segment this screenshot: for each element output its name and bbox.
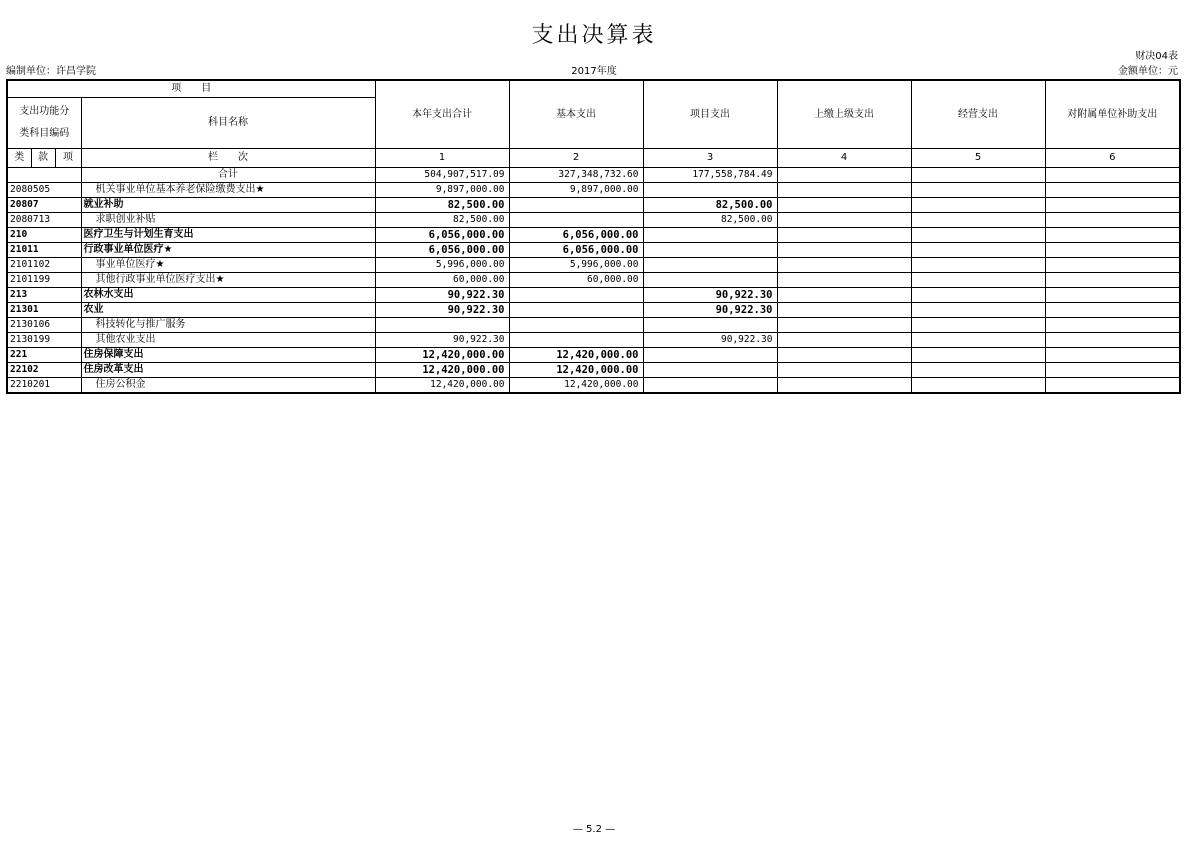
header-col-basic: 基本支出: [509, 80, 643, 149]
row-value: [1045, 303, 1180, 318]
row-value: [1045, 198, 1180, 213]
row-value: 12,420,000.00: [509, 348, 643, 363]
row-value: [777, 243, 911, 258]
row-value: [643, 378, 777, 394]
row-value: 12,420,000.00: [509, 363, 643, 378]
row-value: [1045, 333, 1180, 348]
row-name: 住房改革支出: [81, 363, 375, 378]
row-value: 90,922.30: [643, 288, 777, 303]
total-value: [777, 168, 911, 183]
row-value: [509, 198, 643, 213]
header-lanci: 栏 次: [81, 149, 375, 168]
row-value: 60,000.00: [509, 273, 643, 288]
row-value: [509, 333, 643, 348]
row-code: 2130199: [7, 333, 81, 348]
report-year: 2017年度: [571, 66, 617, 77]
row-value: [1045, 378, 1180, 394]
row-value: [1045, 348, 1180, 363]
row-value: [1045, 273, 1180, 288]
row-value: 90,922.30: [375, 303, 509, 318]
row-value: [911, 198, 1045, 213]
row-value: 9,897,000.00: [509, 183, 643, 198]
row-name: 住房公积金: [81, 378, 375, 394]
row-value: 5,996,000.00: [509, 258, 643, 273]
row-value: [911, 348, 1045, 363]
row-value: [911, 333, 1045, 348]
header-col-remit: 上缴上级支出: [777, 80, 911, 149]
compiling-unit: 编制单位：许昌学院: [6, 66, 96, 77]
table-row: [7, 363, 1180, 378]
table-row: [7, 303, 1180, 318]
total-value: 504,907,517.09: [375, 168, 509, 183]
row-value: 82,500.00: [375, 213, 509, 228]
table-row: [7, 228, 1180, 243]
total-value: 177,558,784.49: [643, 168, 777, 183]
row-value: [911, 318, 1045, 333]
total-row: [7, 168, 1180, 183]
row-value: 6,056,000.00: [509, 243, 643, 258]
header-col-operation: 经营支出: [911, 80, 1045, 149]
row-value: [643, 363, 777, 378]
form-code: 财决04表: [1135, 51, 1178, 62]
row-value: 82,500.00: [643, 198, 777, 213]
row-code: 2101102: [7, 258, 81, 273]
row-value: [643, 243, 777, 258]
row-value: [911, 303, 1045, 318]
row-value: [1045, 363, 1180, 378]
row-value: [911, 243, 1045, 258]
row-value: 82,500.00: [643, 213, 777, 228]
row-value: 90,922.30: [643, 333, 777, 348]
row-value: [777, 333, 911, 348]
expenditure-table: [6, 79, 1181, 394]
row-value: 12,420,000.00: [375, 348, 509, 363]
row-value: [777, 258, 911, 273]
row-value: [1045, 288, 1180, 303]
row-value: [509, 318, 643, 333]
row-value: [643, 258, 777, 273]
row-value: [777, 348, 911, 363]
table-row: [7, 318, 1180, 333]
col-number: 2: [509, 149, 643, 168]
header-col-total: 本年支出合计: [375, 80, 509, 149]
row-value: [911, 228, 1045, 243]
row-value: [911, 213, 1045, 228]
row-name: 就业补助: [81, 198, 375, 213]
table-row: [7, 348, 1180, 363]
row-value: 12,420,000.00: [509, 378, 643, 394]
row-value: [777, 363, 911, 378]
row-value: [1045, 183, 1180, 198]
row-name: 农业: [81, 303, 375, 318]
row-value: 90,922.30: [375, 333, 509, 348]
row-code: 21011: [7, 243, 81, 258]
row-name: 医疗卫生与计划生育支出: [81, 228, 375, 243]
currency-unit: 金额单位：元: [1118, 66, 1178, 77]
row-value: [509, 213, 643, 228]
header-subject-name: 科目名称: [81, 98, 375, 149]
row-value: [643, 273, 777, 288]
row-code: 221: [7, 348, 81, 363]
row-code: 2080505: [7, 183, 81, 198]
header-xiang: 项: [55, 149, 81, 168]
row-value: [643, 318, 777, 333]
total-value: [911, 168, 1045, 183]
row-value: [911, 273, 1045, 288]
row-value: [1045, 243, 1180, 258]
row-value: [777, 318, 911, 333]
table-row: [7, 288, 1180, 303]
header-kuan: 款: [31, 149, 55, 168]
row-name: 其他农业支出: [81, 333, 375, 348]
total-value: [1045, 168, 1180, 183]
row-value: 5,996,000.00: [375, 258, 509, 273]
row-value: 6,056,000.00: [509, 228, 643, 243]
row-code: 2080713: [7, 213, 81, 228]
page-number: — 5.2 —: [572, 824, 616, 835]
row-value: 90,922.30: [375, 288, 509, 303]
row-value: 90,922.30: [643, 303, 777, 318]
row-name: 事业单位医疗★: [81, 258, 375, 273]
row-name: 科技转化与推广服务: [81, 318, 375, 333]
col-number: 6: [1045, 149, 1180, 168]
col-number: 4: [777, 149, 911, 168]
row-code: 213: [7, 288, 81, 303]
total-label: 合计: [81, 168, 375, 183]
table-row: [7, 333, 1180, 348]
table-row: [7, 183, 1180, 198]
row-code: 20807: [7, 198, 81, 213]
row-code: 210: [7, 228, 81, 243]
table-row: [7, 378, 1180, 394]
row-value: 9,897,000.00: [375, 183, 509, 198]
row-value: [1045, 228, 1180, 243]
row-code: 2101199: [7, 273, 81, 288]
col-number: 1: [375, 149, 509, 168]
total-value: 327,348,732.60: [509, 168, 643, 183]
header-category-code: 支出功能分 类科目编码: [7, 98, 81, 149]
col-number: 5: [911, 149, 1045, 168]
row-name: 行政事业单位医疗★: [81, 243, 375, 258]
row-value: [777, 228, 911, 243]
row-value: [777, 303, 911, 318]
header-xiangmu: 项 目: [7, 80, 375, 98]
row-value: [777, 213, 911, 228]
row-value: [643, 183, 777, 198]
table-row: [7, 213, 1180, 228]
table-row: [7, 243, 1180, 258]
row-value: [643, 348, 777, 363]
row-name: 其他行政事业单位医疗支出★: [81, 273, 375, 288]
row-value: [509, 303, 643, 318]
row-value: [777, 378, 911, 394]
row-value: 60,000.00: [375, 273, 509, 288]
page-title: 支出决算表: [531, 23, 657, 48]
row-value: [911, 183, 1045, 198]
row-name: 住房保障支出: [81, 348, 375, 363]
row-value: 12,420,000.00: [375, 363, 509, 378]
row-value: [1045, 213, 1180, 228]
row-value: [777, 273, 911, 288]
row-code: 2130106: [7, 318, 81, 333]
row-code: 22102: [7, 363, 81, 378]
row-value: [911, 363, 1045, 378]
row-code: 21301: [7, 303, 81, 318]
row-name: 机关事业单位基本养老保险缴费支出★: [81, 183, 375, 198]
row-value: 12,420,000.00: [375, 378, 509, 394]
row-value: [1045, 318, 1180, 333]
row-value: [777, 183, 911, 198]
row-value: [375, 318, 509, 333]
row-value: 6,056,000.00: [375, 228, 509, 243]
row-value: [911, 288, 1045, 303]
row-value: 82,500.00: [375, 198, 509, 213]
row-code: 2210201: [7, 378, 81, 394]
header-col-subsidy: 对附属单位补助支出: [1045, 80, 1180, 149]
row-name: 农林水支出: [81, 288, 375, 303]
table-row: [7, 198, 1180, 213]
table-row: [7, 273, 1180, 288]
table-row: [7, 258, 1180, 273]
row-name: 求职创业补贴: [81, 213, 375, 228]
row-value: [911, 258, 1045, 273]
row-value: [777, 288, 911, 303]
header-lei: 类: [7, 149, 31, 168]
row-value: [643, 228, 777, 243]
row-value: 6,056,000.00: [375, 243, 509, 258]
row-value: [509, 288, 643, 303]
row-value: [777, 198, 911, 213]
row-value: [911, 378, 1045, 394]
header-col-project: 项目支出: [643, 80, 777, 149]
row-value: [1045, 258, 1180, 273]
col-number: 3: [643, 149, 777, 168]
